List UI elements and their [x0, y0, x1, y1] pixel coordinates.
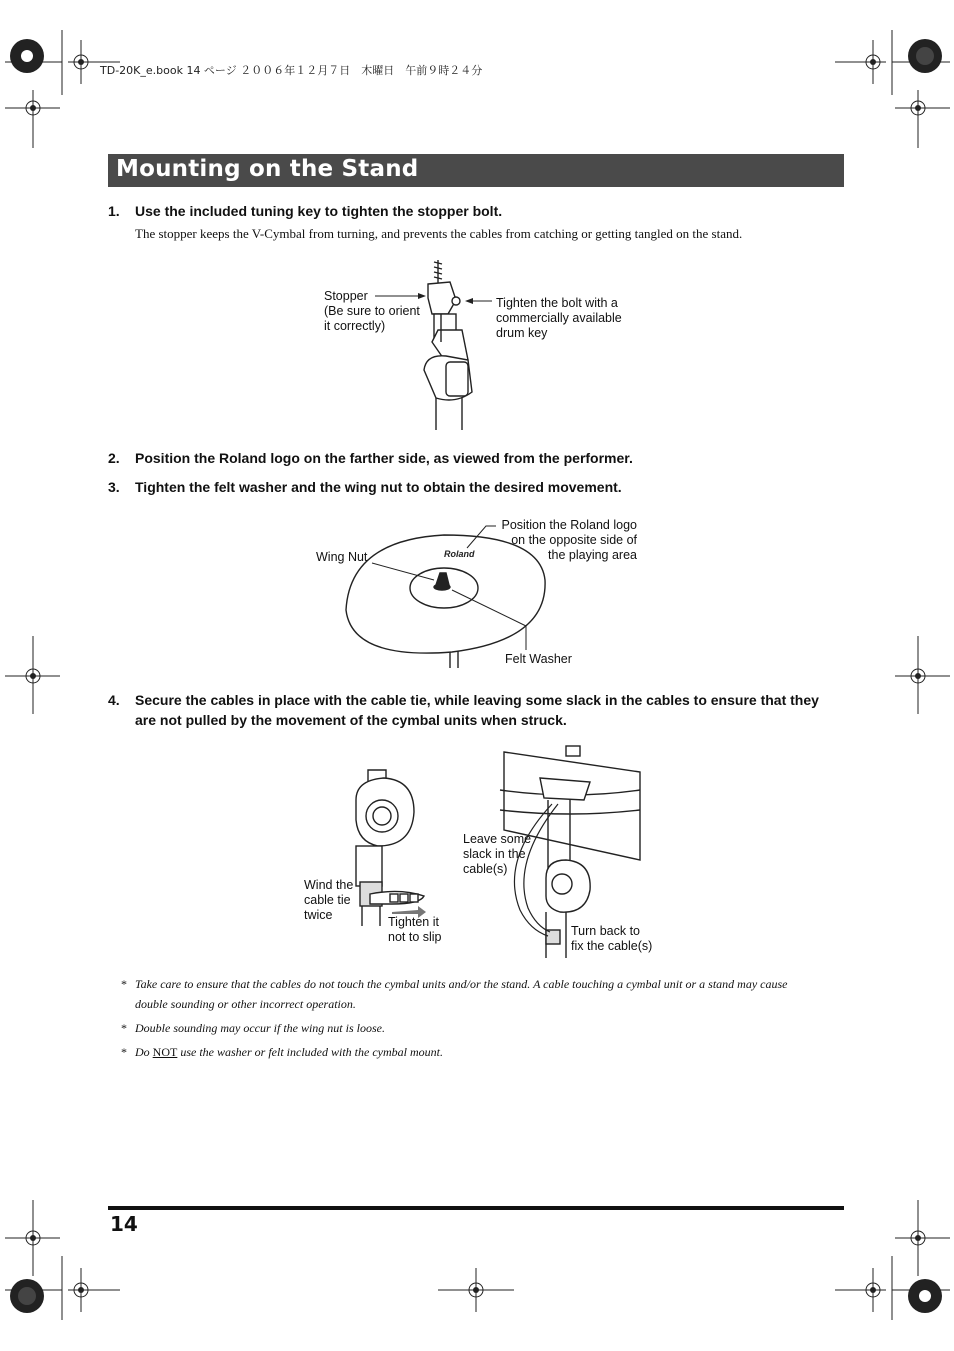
step-2-text: Position the Roland logo on the farther side, as viewed from the performer.: [135, 450, 633, 466]
step-4-text-line1: Secure the cables in place with the cable tie, while leaving some slack in the cables to ensure that they: [135, 692, 819, 708]
felt-washer-label: Felt Washer: [505, 652, 572, 666]
step-4-text-line2: are not pulled by the movement of the cymbal units when struck.: [135, 712, 567, 728]
wind-cable-tie-label: Wind the cable tie twice: [304, 878, 354, 922]
tighten-label: Tighten it not to slip: [388, 915, 442, 944]
step-2-number: 2.: [108, 450, 120, 466]
step-3-number: 3.: [108, 479, 120, 495]
step-1-number: 1.: [108, 203, 120, 219]
bolt-label: Tighten the bolt with a commercially available drum key: [496, 296, 622, 340]
emphasis-not: NOT: [152, 1045, 178, 1059]
page-number: 14: [110, 1212, 138, 1236]
stopper-label: Stopper (Be sure to orient it correctly): [324, 289, 420, 333]
roland-logo-label: Position the Roland logo on the opposite side of the playing area: [501, 518, 637, 562]
note-washer: * Do NOT use the washer or felt included with the cymbal mount.: [121, 1045, 443, 1059]
step-3-text: Tighten the felt washer and the wing nut to obtain the desired movement.: [135, 479, 622, 495]
note-cables: * Take care to ensure that the cables do not touch the cymbal units and/or the stand. A cable touching a cymbal unit or a stand may cause double sounding or other incorrect operation.: [121, 977, 788, 1011]
file-info-header: TD-20K_e.book 14 ページ ２００６年１２月７日 木曜日 午前９時２４分: [100, 64, 483, 77]
wingnut-label: Wing Nut: [316, 550, 368, 564]
turn-back-label: Turn back to fix the cable(s): [571, 924, 653, 953]
note-wing-nut: * Double sounding may occur if the wing nut is loose.: [121, 1021, 385, 1035]
step-1-text: Use the included tuning key to tighten the stopper bolt.: [135, 203, 503, 219]
section-title: Mounting on the Stand: [116, 156, 419, 182]
roland-logo-mark: Roland: [444, 549, 475, 559]
slack-label: Leave some slack in the cable(s): [463, 832, 532, 876]
step-4-number: 4.: [108, 692, 120, 708]
step-1-detail: The stopper keeps the V-Cymbal from turning, and prevents the cables from catching or getting tangled on the stand.: [135, 226, 743, 241]
footer-rule: [108, 1206, 844, 1210]
